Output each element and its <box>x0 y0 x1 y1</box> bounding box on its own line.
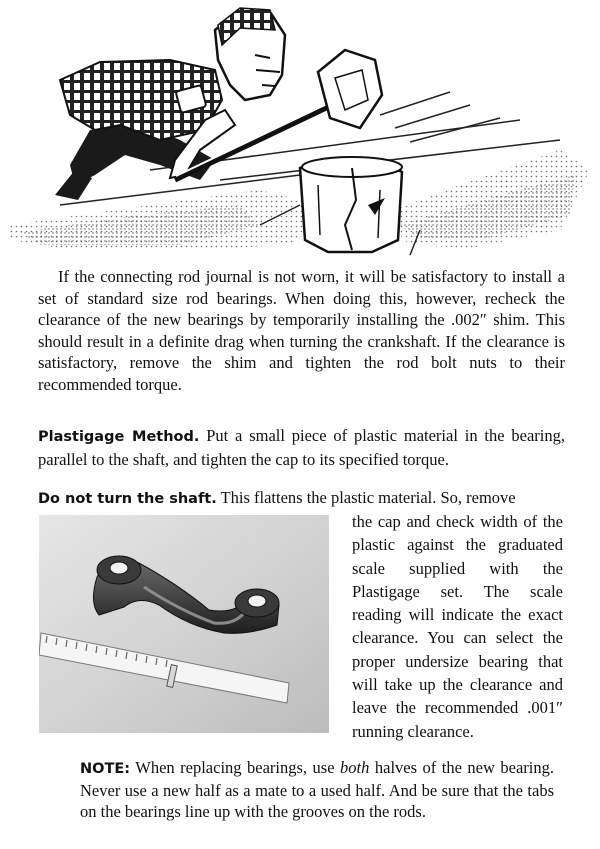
paragraph-plastigage-method <box>38 425 565 470</box>
man-splitting-log-illustration <box>0 0 600 262</box>
paragraph-do-not-turn-shaft <box>38 487 565 511</box>
paragraph-text: the cap and check width of the plastic against the graduated scale supplied with the Plastigage set. The scale reading will indicate the exact clearance. You can select the proper undersize bearing that will take up the clearance and leave the recommended .001″ running clearance. <box>352 512 563 741</box>
paragraph-text: This flattens the plastic material. So, remove <box>216 488 516 507</box>
note-emphasis: both <box>340 758 370 777</box>
paragraph-plastigage-instructions <box>352 510 563 743</box>
bearing-cap-photo <box>39 515 329 733</box>
note-replacing-bearings <box>80 757 554 822</box>
note-text: When replacing bearings, use <box>130 758 341 777</box>
note-text: halves of the new bearing. Never use a new half as a mate to a used half. And be sure that the tabs on the bearings line up with the grooves on the rods. <box>80 758 554 821</box>
paragraph-connecting-rod-journal <box>38 266 565 395</box>
paragraph-text: Put a small piece of plastic material in the bearing, parallel to the shaft, and tighten the cap to its specified torque. <box>38 426 565 469</box>
note-label: NOTE: <box>80 761 131 777</box>
paragraph-lead-heading: Do not turn the shaft. <box>38 491 217 507</box>
paragraph-text: If the connecting rod journal is not worn, it will be satisfactory to install a set of standard size rod bearings. When doing this, however, recheck the clearance of the new bearings by temporarily installing the .002″ shim. This should result in a definite drag when turning the crankshaft. If the clearance is satisfactory, remove the shim and tighten the rod bolt nuts to their recommended torque. <box>38 267 565 394</box>
paragraph-lead-heading: Plastigage Method. <box>38 429 200 445</box>
